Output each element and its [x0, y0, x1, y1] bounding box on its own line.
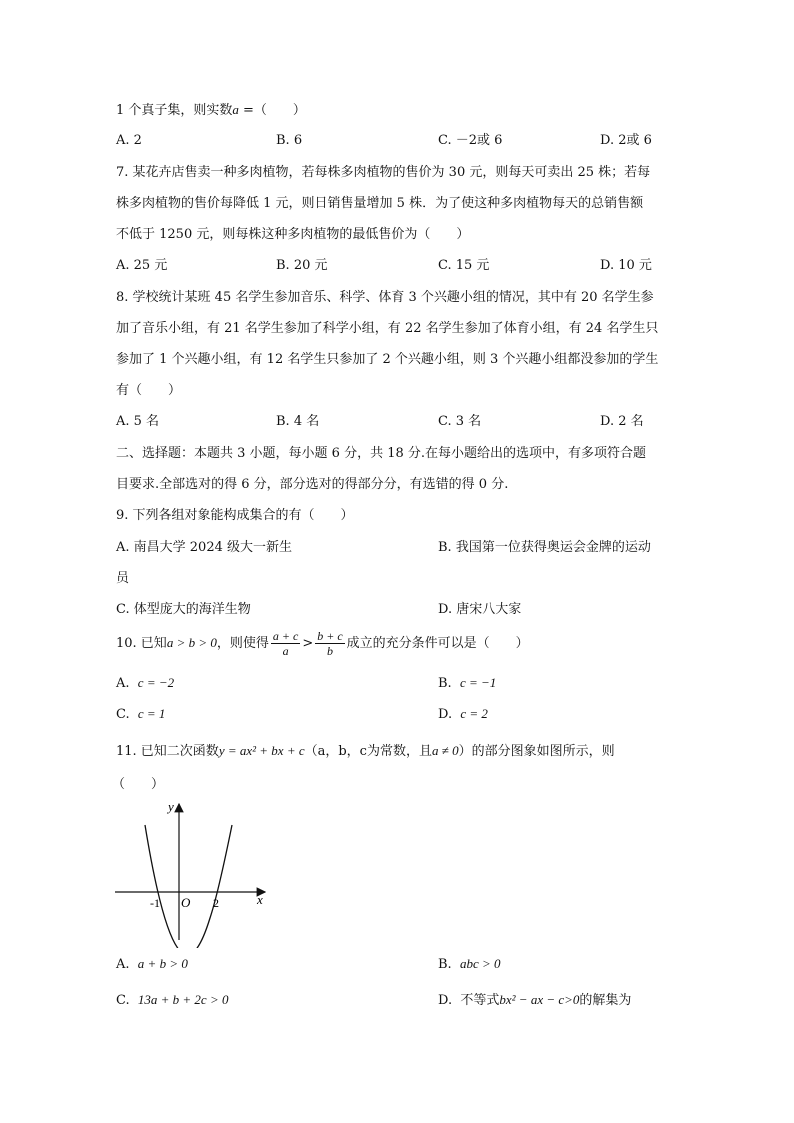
q6-option-b[interactable]: B. 6: [276, 133, 303, 148]
y-axis-label: y: [168, 799, 174, 814]
q7-option-c[interactable]: C. 15 元: [438, 258, 490, 273]
q10-option-a-label: A.: [116, 676, 130, 691]
q11-option-b[interactable]: [438, 955, 501, 974]
q8-stem-line4: 有（ ）: [116, 383, 182, 398]
q7-option-a[interactable]: A. 25 元: [116, 258, 168, 273]
q11-condition: a ≠ 0: [431, 743, 459, 758]
q10-option-a-text: c = −2: [137, 675, 175, 690]
q6-stem: [116, 101, 306, 120]
q8-option-b[interactable]: B. 4 名: [276, 414, 320, 429]
q10-fraction-right-denominator: b: [326, 644, 333, 658]
q10-option-d[interactable]: [438, 705, 488, 724]
q9-option-d[interactable]: D. 唐宋八大家: [438, 602, 522, 617]
q11-option-d-prefix: 不等式: [460, 993, 500, 1008]
q10-fraction-left: [271, 629, 300, 658]
q11-option-b-text: abc > 0: [459, 956, 501, 971]
q6-stem-text2: =（ ）: [238, 103, 306, 118]
x-axis-label: x: [257, 892, 263, 907]
root-right-label: 2: [213, 896, 219, 910]
q10-fraction-right-numerator: b + c: [317, 629, 343, 643]
q11-option-d-label: D.: [438, 993, 453, 1008]
q10-fraction-left-numerator: a + c: [272, 629, 299, 643]
q6-stem-text: 1 个真子集，则实数: [116, 103, 233, 118]
q11-stem: [116, 742, 615, 761]
q11-prefix: 11. 已知二次函数: [116, 744, 219, 759]
q10-fraction-right: [315, 629, 344, 658]
q10-condition: a > b > 0: [166, 635, 217, 650]
q10-option-a[interactable]: [116, 674, 174, 693]
section2-heading-line1: 二、选择题：本题共 3 小题，每小题 6 分，共 18 分.在每小题给出的选项中，有多项符合题: [116, 446, 647, 461]
q10-fraction-left-denominator: a: [282, 644, 289, 658]
q9-stem: 9. 下列各组对象能构成集合的有（ ）: [116, 508, 354, 523]
q9-option-b[interactable]: B. 我国第一位获得奥运会金牌的运动: [438, 540, 651, 555]
q11-function: y = ax² + bx + c: [218, 743, 305, 758]
q9-option-c[interactable]: C. 体型庞大的海洋生物: [116, 602, 251, 617]
q9-option-a[interactable]: A. 南昌大学 2024 级大一新生: [116, 540, 293, 555]
q10-option-c[interactable]: [116, 705, 165, 724]
q7-stem-line3: 不低于 1250 元，则每株这种多肉植物的最低售价为（ ）: [116, 227, 470, 242]
q11-suffix: ）的部分图象如图所示，则: [458, 744, 615, 759]
q10-option-b[interactable]: [438, 674, 496, 693]
q10-prefix: 10. 已知: [116, 636, 167, 651]
q8-stem-line3: 参加了 1 个兴趣小组，有 12 名学生只参加了 2 个兴趣小组，则 3 个兴趣小组都没参加的学生: [116, 352, 659, 367]
q11-option-b-label: B.: [438, 957, 452, 972]
q6-option-a[interactable]: A. 2: [116, 133, 142, 148]
q10-option-d-text: c = 2: [460, 706, 488, 721]
origin-label: O: [181, 895, 191, 910]
section2-heading-line2: 目要求.全部选对的得 6 分，部分选对的得部分分，有选错的得 0 分.: [116, 477, 509, 492]
q11-option-a[interactable]: [116, 955, 188, 974]
q11-option-d-expression: bx² − ax − c>0: [499, 992, 580, 1007]
q11-parabola-graph: [110, 798, 280, 948]
q9-option-b-continued: 员: [116, 571, 130, 586]
q10-option-b-text: c = −1: [459, 675, 497, 690]
q11-paren: （ ）: [112, 777, 165, 792]
q10-option-c-label: C.: [116, 707, 130, 722]
q7-option-d[interactable]: D. 10 元: [600, 258, 652, 273]
q11-option-d-suffix: 的解集为: [579, 993, 632, 1008]
q6-var-a: a: [232, 102, 239, 117]
parabola-curve: [145, 825, 232, 948]
q10-suffix: 成立的充分条件可以是（ ）: [346, 636, 529, 651]
q6-option-d[interactable]: D. 2或 6: [600, 133, 652, 148]
q11-option-c-label: C.: [116, 993, 130, 1008]
q8-option-c[interactable]: C. 3 名: [438, 414, 482, 429]
q8-option-d[interactable]: D. 2 名: [600, 414, 644, 429]
q8-option-a[interactable]: A. 5 名: [116, 414, 160, 429]
q10-option-d-label: D.: [438, 707, 453, 722]
q11-option-a-label: A.: [116, 957, 130, 972]
q6-option-c[interactable]: C. －2或 6: [438, 133, 503, 148]
q11-option-d[interactable]: [438, 991, 631, 1010]
q7-option-b[interactable]: B. 20 元: [276, 258, 328, 273]
q10-middle: ，则使得: [216, 636, 269, 651]
q11-option-a-text: a + b > 0: [137, 956, 188, 971]
q11-option-c-text: 13a + b + 2c > 0: [137, 992, 229, 1007]
q10-option-b-label: B.: [438, 676, 452, 691]
q11-middle: （a，b，c为常数，且: [304, 744, 432, 759]
root-left-label: -1: [150, 896, 160, 910]
q10-stem: [116, 628, 529, 659]
q7-stem-line2: 株多肉植物的售价每降低 1 元，则日销售量增加 5 株．为了使这种多肉植物每天的总销售额: [116, 196, 644, 211]
q10-greater-than: >: [302, 636, 314, 651]
q10-option-c-text: c = 1: [137, 706, 166, 721]
q7-stem-line1: 7. 某花卉店售卖一种多肉植物，若每株多肉植物的售价为 30 元，则每天可卖出 25 株；若每: [116, 165, 651, 180]
q11-option-c[interactable]: [116, 991, 228, 1010]
q8-stem-line1: 8. 学校统计某班 45 名学生参加音乐、科学、体育 3 个兴趣小组的情况，其中有 20 名学生参: [116, 290, 654, 305]
q8-stem-line2: 加了音乐小组，有 21 名学生参加了科学小组，有 22 名学生参加了体育小组，有 24 名学生只: [116, 321, 659, 336]
